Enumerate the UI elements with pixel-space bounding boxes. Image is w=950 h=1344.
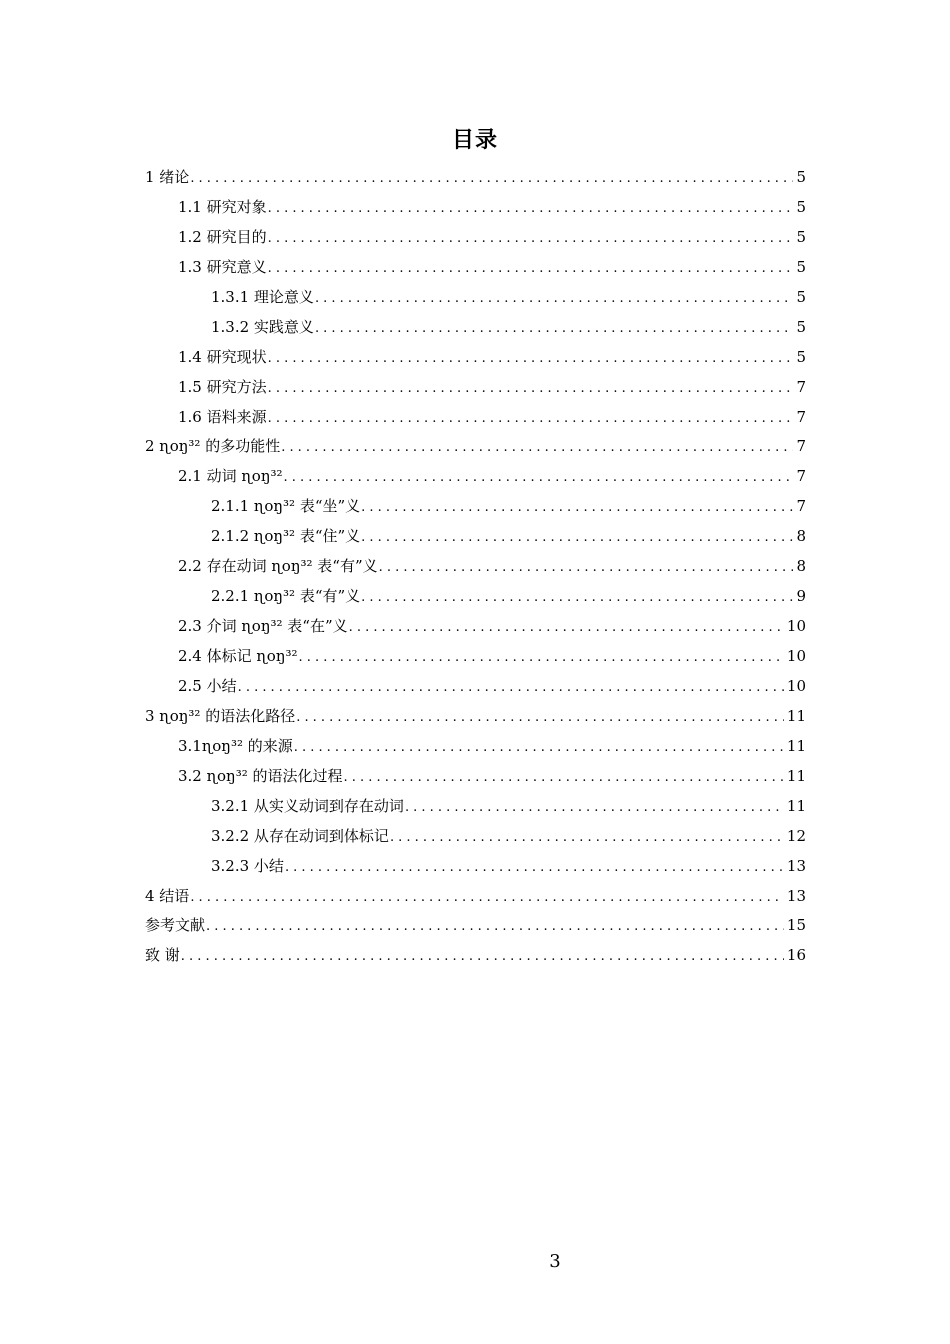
- toc-entry-text: 2.1.1 ɳoŋ³² 表“坐”义: [211, 497, 361, 516]
- toc-entry-text: 2.2.1 ɳoŋ³² 表“有”义: [211, 587, 361, 606]
- toc-entry-page: 7: [796, 497, 806, 516]
- toc-leader-dots: [284, 463, 794, 493]
- toc-entry-3-2[interactable]: [145, 762, 806, 792]
- toc-entry-page: 10: [786, 617, 806, 636]
- toc-entry-text: 1.6 语料来源: [178, 407, 267, 426]
- toc-entry-1-3-1[interactable]: [145, 283, 806, 313]
- toc-entry-text: 1.3.2 实践意义: [211, 317, 314, 336]
- toc-entry-2-5[interactable]: [145, 672, 806, 702]
- toc-entry-2-1[interactable]: [145, 462, 806, 492]
- toc-entry-page: 10: [786, 676, 806, 695]
- toc-entry-page: 8: [796, 557, 806, 576]
- toc-entry-page: 13: [786, 886, 806, 905]
- toc-leader-dots: [315, 314, 794, 344]
- toc-leader-dots: [296, 703, 784, 733]
- toc-leader-dots: [344, 763, 784, 793]
- toc-entry-references[interactable]: [145, 911, 806, 941]
- toc-leader-dots: [405, 793, 784, 823]
- toc-leader-dots: [349, 613, 784, 643]
- toc-leader-dots: [268, 254, 794, 284]
- toc-entry-page: 16: [786, 946, 806, 965]
- table-of-contents: [145, 163, 806, 971]
- toc-entry-text: 3.2.1 从实义动词到存在动词: [211, 796, 404, 815]
- toc-leader-dots: [379, 553, 794, 583]
- toc-entry-2-1-2[interactable]: [145, 522, 806, 552]
- toc-leader-dots: [268, 404, 794, 434]
- toc-entry-3-2-2[interactable]: [145, 822, 806, 852]
- toc-entry-page: 11: [786, 736, 806, 755]
- toc-entry-2-3[interactable]: [145, 612, 806, 642]
- toc-leader-dots: [281, 433, 793, 463]
- toc-entry-text: 1.1 研究对象: [178, 197, 267, 216]
- toc-entry-3-1[interactable]: [145, 732, 806, 762]
- toc-entry-1-1[interactable]: [145, 193, 806, 223]
- toc-leader-dots: [361, 583, 793, 613]
- toc-entry-1-3-2[interactable]: [145, 313, 806, 343]
- toc-entry-page: 11: [786, 796, 806, 815]
- toc-entry-acknowledgements[interactable]: [145, 941, 806, 971]
- toc-leader-dots: [361, 523, 793, 553]
- toc-entry-1-6[interactable]: [145, 403, 806, 433]
- toc-leader-dots: [190, 883, 784, 913]
- toc-entry-1-3[interactable]: [145, 253, 806, 283]
- toc-leader-dots: [361, 493, 793, 523]
- toc-leader-dots: [268, 224, 794, 254]
- toc-entry-page: 5: [796, 197, 806, 216]
- toc-entry-page: 5: [796, 257, 806, 276]
- toc-leader-dots: [268, 374, 794, 404]
- toc-entry-text: 1.3.1 理论意义: [211, 287, 314, 306]
- toc-entry-2-2-1[interactable]: [145, 582, 806, 612]
- toc-leader-dots: [294, 733, 784, 763]
- toc-entry-text: 2 ɳoŋ³² 的多功能性: [145, 437, 281, 456]
- toc-entry-text: 2.3 介词 ɳoŋ³² 表“在”义: [178, 617, 348, 636]
- toc-entry-3-2-3[interactable]: [145, 852, 806, 882]
- toc-entry-text: 2.4 体标记 ɳoŋ³²: [178, 647, 298, 665]
- toc-entry-2[interactable]: [145, 432, 806, 462]
- toc-entry-text: 3.2 ɳoŋ³² 的语法化过程: [178, 766, 343, 785]
- toc-entry-text: 2.2 存在动词 ɳoŋ³² 表“有”义: [178, 557, 378, 576]
- toc-entry-4[interactable]: [145, 882, 806, 912]
- toc-leader-dots: [268, 344, 794, 374]
- toc-leader-dots: [315, 284, 794, 314]
- toc-entry-text: 1 绪论: [145, 168, 190, 186]
- toc-entry-page: 7: [796, 407, 806, 426]
- toc-leader-dots: [268, 194, 794, 224]
- toc-leader-dots: [390, 823, 784, 853]
- toc-entry-text: 2.1.2 ɳoŋ³² 表“住”义: [211, 527, 361, 546]
- toc-entry-text: 3.1ɳoŋ³² 的来源: [178, 736, 293, 755]
- toc-entry-text: 3.2.3 小结: [211, 856, 284, 875]
- toc-entry-page: 10: [786, 647, 806, 665]
- toc-entry-text: 1.2 研究目的: [178, 227, 267, 246]
- toc-entry-2-1-1[interactable]: [145, 492, 806, 522]
- toc-entry-text: 1.4 研究现状: [178, 347, 267, 366]
- toc-entry-3[interactable]: [145, 702, 806, 732]
- toc-entry-page: 7: [796, 437, 806, 456]
- toc-leader-dots: [238, 673, 784, 703]
- toc-entry-page: 5: [796, 227, 806, 246]
- toc-entry-2-4[interactable]: [145, 642, 806, 672]
- toc-entry-2-2[interactable]: [145, 552, 806, 582]
- toc-leader-dots: [206, 912, 784, 942]
- toc-entry-text: 致 谢: [145, 946, 180, 965]
- toc-entry-text: 4 结语: [145, 886, 190, 905]
- toc-entry-page: 5: [796, 317, 806, 336]
- toc-entry-page: 12: [786, 826, 806, 845]
- toc-entry-page: 13: [786, 856, 806, 875]
- toc-entry-page: 15: [786, 916, 806, 935]
- toc-entry-page: 7: [796, 377, 806, 396]
- toc-entry-page: 8: [796, 527, 806, 546]
- toc-entry-page: 5: [796, 287, 806, 306]
- toc-entry-1-2[interactable]: [145, 223, 806, 253]
- toc-leader-dots: [181, 942, 784, 972]
- toc-entry-text: 参考文献: [145, 916, 206, 935]
- toc-entry-text: 3 ɳoŋ³² 的语法化路径: [145, 706, 296, 725]
- toc-title: 目录: [451, 128, 498, 153]
- toc-entry-1-4[interactable]: [145, 343, 806, 373]
- toc-leader-dots: [190, 164, 793, 194]
- toc-entry-page: 5: [796, 168, 806, 186]
- toc-entry-text: 2.1 动词 ɳoŋ³²: [178, 467, 283, 486]
- toc-entry-page: 5: [796, 347, 806, 366]
- toc-entry-3-2-1[interactable]: [145, 792, 806, 822]
- toc-leader-dots: [299, 643, 784, 673]
- toc-entry-page: 9: [796, 587, 806, 606]
- toc-entry-page: 11: [786, 706, 806, 725]
- toc-entry-text: 1.3 研究意义: [178, 257, 267, 276]
- toc-entry-1-5[interactable]: [145, 373, 806, 403]
- toc-entry-text: 3.2.2 从存在动词到体标记: [211, 826, 389, 845]
- toc-leader-dots: [285, 853, 784, 883]
- toc-entry-1[interactable]: [145, 163, 806, 193]
- toc-entry-page: 11: [786, 766, 806, 785]
- toc-entry-text: 1.5 研究方法: [178, 377, 267, 396]
- toc-entry-page: 7: [796, 467, 806, 486]
- page-number: 3: [549, 1251, 561, 1272]
- toc-entry-text: 2.5 小结: [178, 676, 237, 695]
